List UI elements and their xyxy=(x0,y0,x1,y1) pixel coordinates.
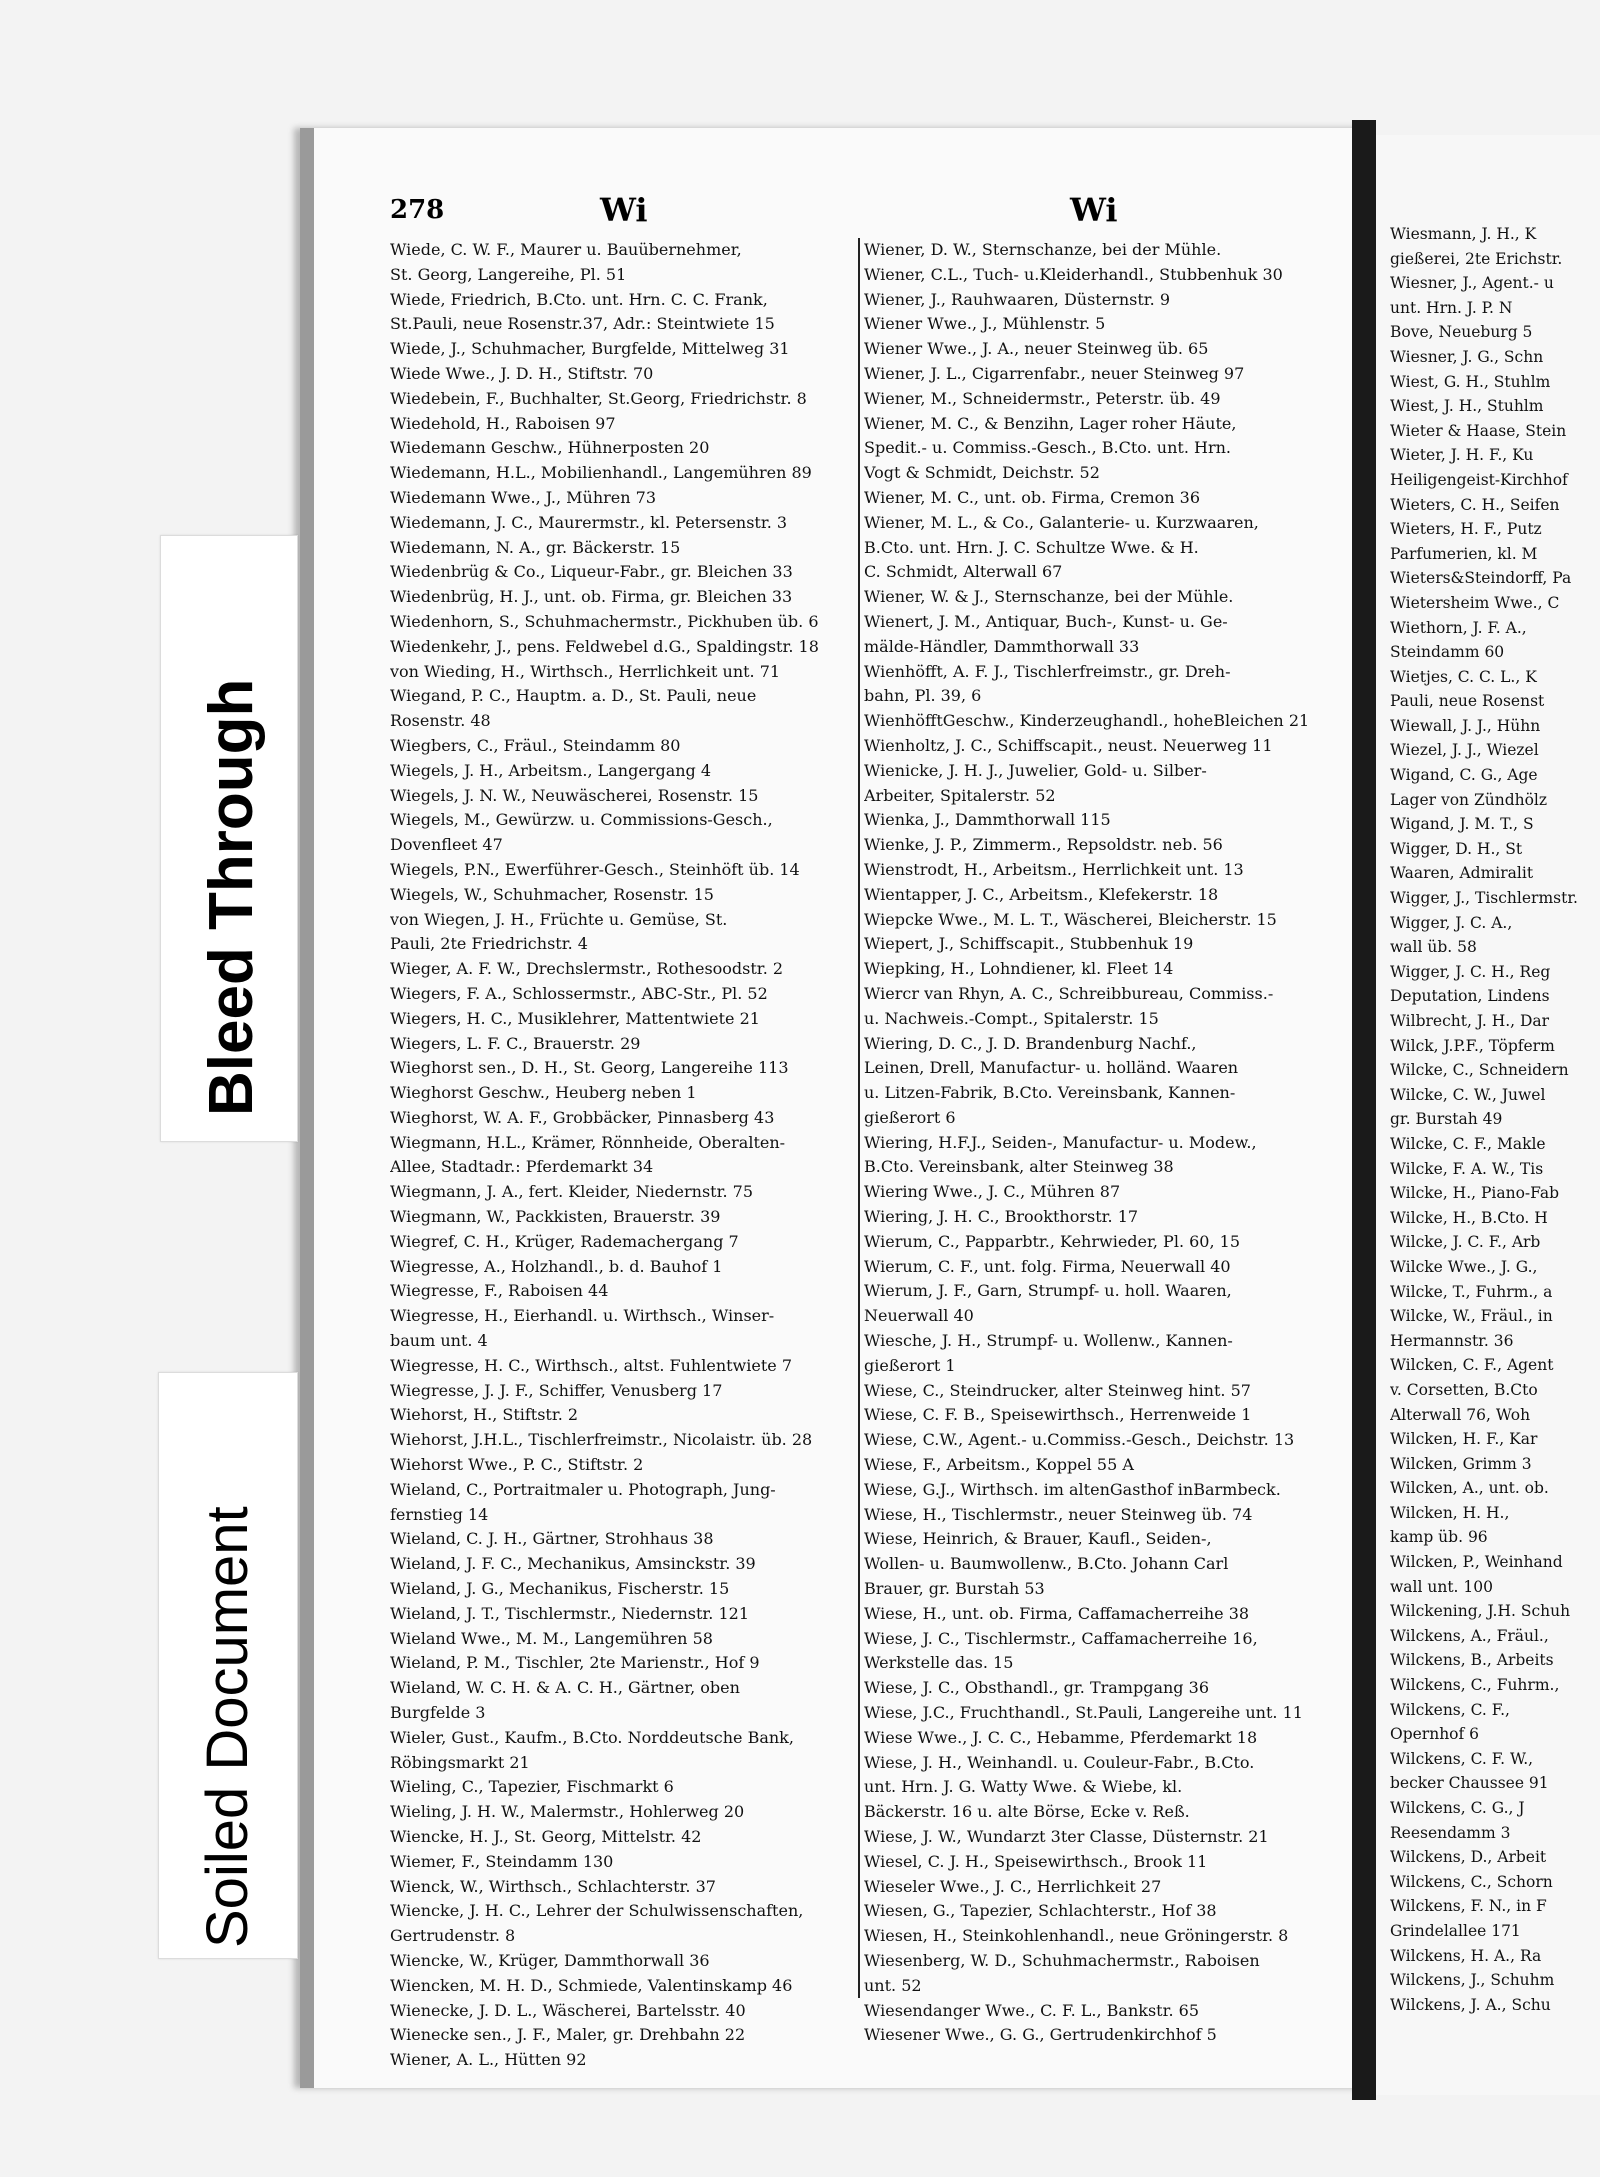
directory-entry: Wiencke, J. H. C., Lehrer der Schulwissenschaften, xyxy=(390,1901,804,1921)
directory-entry: Wieland, J. T., Tischlermstr., Niedernstr. 121 xyxy=(390,1603,749,1623)
directory-entry: Wiencke, H. J., St. Georg, Mittelstr. 42 xyxy=(390,1827,702,1846)
directory-entry: Wierum, C., Papparbtr., Kehrwieder, Pl. 60, 15 xyxy=(864,1231,1240,1251)
directory-entry: Wiesner, J., Agent.- u xyxy=(1390,274,1554,293)
directory-entry: Wiener, M., Schneidermstr., Peterstr. üb. 49 xyxy=(864,388,1221,408)
directory-entry: Wiese, C., Steindrucker, alter Steinweg hint. 57 xyxy=(864,1380,1251,1400)
directory-entry: Wiegels, M., Gewürzw. u. Commissions-Gesch., xyxy=(390,810,773,830)
directory-entry: Wiener, D. W., Sternschanze, bei der Mühle. xyxy=(864,240,1222,259)
directory-entry: Wiede Wwe., J. D. H., Stiftstr. 70 xyxy=(390,363,654,383)
directory-entry: Wiese, J. W., Wundarzt 3ter Classe, Düsternstr. 21 xyxy=(864,1827,1269,1846)
directory-entry: Wiese, J.C., Fruchthandl., St.Pauli, Langereihe unt. 11 xyxy=(864,1703,1303,1723)
directory-entry: Wilcke, T., Fuhrm., a xyxy=(1390,1282,1553,1301)
directory-entry: Wilckens, C., Fuhrm., xyxy=(1390,1676,1560,1695)
directory-entry: Bove, Neueburg 5 xyxy=(1390,323,1533,342)
directory-entry: gießerort 1 xyxy=(864,1355,956,1375)
directory-entry: Spedit.- u. Commiss.-Gesch., B.Cto. unt. Hrn. xyxy=(864,438,1231,458)
directory-entry: Wiepcke Wwe., M. L. T., Wäscherei, Bleicherstr. 15 xyxy=(864,909,1277,929)
directory-entry: Wiesenberg, W. D., Schuhmachermstr., Raboisen xyxy=(864,1950,1260,1970)
directory-entry: Wieters&Steindorff, Pa xyxy=(1390,569,1572,588)
directory-entry: wall üb. 58 xyxy=(1390,938,1477,957)
directory-entry: becker Chaussee 91 xyxy=(1390,1774,1549,1793)
directory-entry: Wilcken, H. H., xyxy=(1390,1503,1510,1522)
directory-entry: Wieters, C. H., Seifen xyxy=(1390,495,1560,514)
directory-entry: Steindamm 60 xyxy=(1390,643,1505,662)
bleed-through-label-text: Bleed Through xyxy=(197,678,266,1116)
directory-entry: Wieland, P. M., Tischler, 2te Marienstr., Hof 9 xyxy=(390,1653,760,1673)
directory-entry: Wierum, C. F., unt. folg. Firma, Neuerwall 40 xyxy=(864,1256,1231,1276)
directory-entry: Wienecke, J. D. L., Wäscherei, Bartelsstr. 40 xyxy=(390,2000,746,2020)
directory-entry: Wilcke, C. F., Makle xyxy=(1390,1134,1546,1153)
directory-entry: Wiener, M. L., & Co., Galanterie- u. Kurzwaaren, xyxy=(864,512,1259,532)
directory-entry: Wilbrecht, J. H., Dar xyxy=(1390,1012,1550,1030)
directory-entry: u. Nachweis.-Compt., Spitalerstr. 15 xyxy=(864,1008,1159,1028)
directory-entry: Wiese, H., Tischlermstr., neuer Steinweg üb. 74 xyxy=(864,1504,1253,1524)
directory-entry: Wiener, J., Rauhwaaren, Düsternstr. 9 xyxy=(864,289,1171,309)
directory-entry: Wilcke, C. W., Juwel xyxy=(1390,1085,1546,1104)
soiled-document-label xyxy=(158,1372,298,1959)
directory-entry: Wiegresse, F., Raboisen 44 xyxy=(390,1281,609,1301)
directory-entry: Wiehorst, H., Stiftstr. 2 xyxy=(390,1405,579,1425)
directory-entry: Wiering Wwe., J. C., Mühren 87 xyxy=(864,1182,1121,1202)
directory-entry: B.Cto. unt. Hrn. J. C. Schultze Wwe. & H. xyxy=(864,537,1199,557)
directory-entry: Wilcken, P., Weinhand xyxy=(1390,1553,1563,1572)
directory-entry: Wiest, G. H., Stuhlm xyxy=(1390,372,1551,391)
directory-entry: Wienicke, J. H. J., Juwelier, Gold- u. Silber- xyxy=(864,760,1207,780)
directory-entry: St. Georg, Langereihe, Pl. 51 xyxy=(390,264,627,284)
directory-entry: Wieling, C., Tapezier, Fischmarkt 6 xyxy=(390,1777,674,1797)
directory-entry: Allee, Stadtadr.: Pferdemarkt 34 xyxy=(390,1157,654,1177)
directory-entry: Wiesener Wwe., G. G., Gertrudenkirchhof 5 xyxy=(864,2025,1217,2045)
directory-entry: Parfumerien, kl. M xyxy=(1390,544,1538,563)
directory-entry: Wienhöfft, A. F. J., Tischlerfreimstr., gr. Dreh- xyxy=(864,661,1231,681)
directory-entry: Wieland, J. F. C., Mechanikus, Amsinckstr. 39 xyxy=(390,1554,756,1574)
directory-entry: Wilcke, F. A. W., Tis xyxy=(1390,1159,1544,1178)
directory-entry: Wienka, J., Dammthorwall 115 xyxy=(864,810,1111,830)
directory-entry: Wilckening, J.H. Schuh xyxy=(1390,1602,1571,1621)
directory-entry: Wieland, C. J. H., Gärtner, Strohhaus 38 xyxy=(390,1529,714,1549)
directory-entry: mälde-Händler, Dammthorwall 33 xyxy=(864,636,1140,656)
directory-entry: u. Litzen-Fabrik, B.Cto. Vereinsbank, Kannen- xyxy=(864,1083,1236,1103)
column-divider xyxy=(858,238,860,1998)
directory-entry: Wiese, C.W., Agent.- u.Commiss.-Gesch., Deichstr. 13 xyxy=(864,1430,1295,1450)
directory-entry: Wienstrodt, H., Arbeitsm., Herrlichkeit unt. 13 xyxy=(864,859,1244,879)
directory-entry: Wiest, J. H., Stuhlm xyxy=(1390,397,1544,416)
directory-entry: Wieland Wwe., M. M., Langemühren 58 xyxy=(390,1628,713,1648)
directory-entry: Brauer, gr. Burstah 53 xyxy=(864,1579,1045,1599)
directory-entry: Wiepking, H., Lohndiener, kl. Fleet 14 xyxy=(864,959,1174,979)
directory-entry: Wilcke, W., Fräul., in xyxy=(1390,1307,1553,1326)
directory-entry: Wienke, J. P., Zimmerm., Repsoldstr. neb. 56 xyxy=(864,835,1223,855)
directory-entry: Grindelallee 171 xyxy=(1390,1921,1521,1940)
directory-entry: Wilckens, J. A., Schu xyxy=(1390,1995,1551,2014)
directory-entry: Wilckens, J., Schuhm xyxy=(1390,1971,1555,1990)
directory-entry: unt. 52 xyxy=(864,1975,922,1995)
directory-entry: Wiegels, W., Schuhmacher, Rosenstr. 15 xyxy=(390,884,714,904)
directory-entry: Wiering, J. H. C., Brookthorstr. 17 xyxy=(864,1207,1139,1227)
directory-entry: Wienck, W., Wirthsch., Schlachterstr. 37 xyxy=(390,1876,716,1896)
directory-entry: Wiede, Friedrich, B.Cto. unt. Hrn. C. C. Frank, xyxy=(390,289,768,309)
directory-entry: Wiegbers, C., Fräul., Steindamm 80 xyxy=(390,735,681,755)
directory-entry: unt. Hrn. J. G. Watty Wwe. & Wiebe, kl. xyxy=(864,1777,1183,1797)
directory-entry: Deputation, Lindens xyxy=(1390,987,1550,1006)
directory-entry: gr. Burstah 49 xyxy=(1390,1110,1503,1129)
directory-entry: Wiencke, W., Krüger, Dammthorwall 36 xyxy=(390,1950,710,1970)
right-page-directory-column xyxy=(1390,222,1600,2017)
directory-entry: Waaren, Admiralit xyxy=(1390,864,1534,883)
directory-entry: Röbingsmarkt 21 xyxy=(390,1752,530,1772)
directory-entry: Wilcke, C., Schneidern xyxy=(1390,1061,1569,1080)
directory-entry: Wiegels, P.N., Ewerführer-Gesch., Steinhöft üb. 14 xyxy=(390,859,800,879)
directory-entry: Wilckens, C. F. W., xyxy=(1390,1749,1534,1768)
directory-entry: Heiligengeist-Kirchhof xyxy=(1390,470,1568,489)
directory-entry: Wiener Wwe., J. A., neuer Steinweg üb. 65 xyxy=(864,339,1209,359)
directory-entry: wall unt. 100 xyxy=(1390,1577,1493,1596)
directory-entry: Wiering, D. C., J. D. Brandenburg Nachf., xyxy=(864,1033,1197,1053)
directory-entry: v. Corsetten, B.Cto xyxy=(1390,1380,1538,1399)
directory-entry: Wieler, Gust., Kaufm., B.Cto. Norddeutsche Bank, xyxy=(390,1727,794,1747)
directory-entry: Wilck, J.P.F., Töpferm xyxy=(1390,1036,1555,1055)
directory-entry: Wiewall, J. J., Hühn xyxy=(1390,716,1541,735)
directory-entry: Wiesmann, J. H., K xyxy=(1390,225,1537,243)
directory-entry: Opernhof 6 xyxy=(1390,1725,1480,1744)
directory-entry: Wilckens, F. N., in F xyxy=(1390,1897,1547,1916)
directory-entry: Wiener, W. & J., Sternschanze, bei der Mühle. xyxy=(864,587,1234,607)
directory-entry: Wiezel, J. J., Wiezel xyxy=(1390,741,1539,760)
directory-entry: Wiedebein, F., Buchhalter, St.Georg, Friedrichstr. 8 xyxy=(390,388,807,408)
directory-entry: B.Cto. Vereinsbank, alter Steinweg 38 xyxy=(864,1157,1174,1177)
directory-entry: Bäckerstr. 16 u. alte Börse, Ecke v. Reß. xyxy=(864,1802,1190,1822)
bleed-through-label xyxy=(160,535,298,1142)
directory-entry: Wiegresse, H. C., Wirthsch., altst. Fuhlentwiete 7 xyxy=(390,1355,792,1375)
directory-entry: von Wiegen, J. H., Früchte u. Gemüse, St. xyxy=(390,909,728,929)
directory-entry: Wiehorst, J.H.L., Tischlerfreimstr., Nicolaistr. üb. 28 xyxy=(390,1430,813,1450)
directory-entry: Wiencken, M. H. D., Schmiede, Valentinskamp 46 xyxy=(390,1975,793,1995)
directory-entry: Wiegers, H. C., Musiklehrer, Mattentwiete 21 xyxy=(390,1008,760,1028)
directory-entry: Wiede, C. W. F., Maurer u. Bauübernehmer, xyxy=(390,240,742,259)
directory-entry: Wilcke, H., B.Cto. H xyxy=(1390,1208,1548,1227)
directory-entry: Wieghorst, W. A. F., Grobbäcker, Pinnasberg 43 xyxy=(390,1107,775,1127)
directory-entry: Wieseler Wwe., J. C., Herrlichkeit 27 xyxy=(864,1876,1162,1896)
page-number: 278 xyxy=(390,195,445,225)
directory-entry: Wilcken, H. F., Kar xyxy=(1390,1430,1538,1449)
directory-entry: Wiese, H., unt. ob. Firma, Caffamacherreihe 38 xyxy=(864,1603,1250,1623)
directory-entry: Wieland, C., Portraitmaler u. Photograph, Jung- xyxy=(390,1479,776,1499)
book-gutter xyxy=(1352,120,1376,2100)
directory-entry: Wilcke Wwe., J. G., xyxy=(1390,1257,1538,1276)
directory-entry: Vogt & Schmidt, Deichstr. 52 xyxy=(864,463,1100,483)
directory-entry: Wiehorst Wwe., P. C., Stiftstr. 2 xyxy=(390,1455,644,1475)
directory-entry: Wiedemann, H.L., Mobilienhandl., Langemühren 89 xyxy=(390,463,812,483)
directory-entry: Alterwall 76, Woh xyxy=(1390,1405,1531,1424)
directory-entry: Burgfelde 3 xyxy=(390,1703,486,1723)
directory-entry: Wiegresse, H., Eierhandl. u. Wirthsch., Winser- xyxy=(390,1306,775,1326)
directory-entry: Wilcke, H., Piano-Fab xyxy=(1390,1184,1560,1203)
directory-entry: gießerei, 2te Erichstr. xyxy=(1390,249,1563,268)
directory-entry: Wiegels, J. H., Arbeitsm., Langergang 4 xyxy=(390,760,712,780)
directory-entry: Wietjes, C. C. L., K xyxy=(1390,667,1537,686)
directory-entry: Wiegand, P. C., Hauptm. a. D., St. Pauli, neue xyxy=(390,686,757,706)
directory-entry: Wienecke sen., J. F., Maler, gr. Drehbahn 22 xyxy=(390,2025,746,2045)
directory-entry: Wieter & Haase, Stein xyxy=(1390,421,1567,440)
directory-entry: Wieland, J. G., Mechanikus, Fischerstr. 15 xyxy=(390,1579,730,1599)
directory-entry: Arbeiter, Spitalerstr. 52 xyxy=(864,785,1056,805)
directory-entry: kamp üb. 96 xyxy=(1390,1528,1488,1547)
directory-entry: WienhöfftGeschw., Kinderzeughandl., hoheBleichen 21 xyxy=(864,711,1310,731)
directory-entry: unt. Hrn. J. P. N xyxy=(1390,298,1513,317)
directory-entry: Wiesen, G., Tapezier, Schlachterstr., Hof 38 xyxy=(864,1901,1217,1921)
directory-entry: Wiegels, J. N. W., Neuwäscherei, Rosenstr. 15 xyxy=(390,785,759,805)
directory-entry: Wieland, W. C. H. & A. C. H., Gärtner, oben xyxy=(390,1678,740,1698)
directory-entry: Wiese, C. F. B., Speisewirthsch., Herrenweide 1 xyxy=(864,1405,1252,1425)
directory-entry: Wilcken, Grimm 3 xyxy=(1390,1454,1532,1473)
directory-entry: gießerort 6 xyxy=(864,1107,956,1127)
directory-entry: Wiegers, L. F. C., Brauerstr. 29 xyxy=(390,1033,641,1053)
directory-entry: Wiener, A. L., Hütten 92 xyxy=(390,2050,587,2070)
directory-entry: Wiener, J. L., Cigarrenfabr., neuer Steinweg 97 xyxy=(864,363,1245,383)
directory-entry: Wilckens, H. A., Ra xyxy=(1390,1946,1542,1965)
soiled-document-label-text: Soiled Document xyxy=(195,1506,260,1948)
directory-entry: Wiese, Heinrich, & Brauer, Kaufl., Seiden-, xyxy=(864,1529,1212,1549)
directory-entry: Wietersheim Wwe., C xyxy=(1390,593,1560,612)
directory-entry: Wiegmann, H.L., Krämer, Rönnheide, Oberalten- xyxy=(390,1132,786,1152)
directory-entry: Wiedenbrüg & Co., Liqueur-Fabr., gr. Bleichen 33 xyxy=(390,562,793,582)
directory-entry: Wiesner, J. G., Schn xyxy=(1390,347,1544,366)
directory-entry: Wiedemann, N. A., gr. Bäckerstr. 15 xyxy=(390,537,681,557)
directory-entry: Dovenfleet 47 xyxy=(390,835,503,855)
right-running-head: Wi xyxy=(1070,191,1118,229)
directory-entry: Wiener, M. C., & Benzihn, Lager roher Häute, xyxy=(864,413,1237,433)
directory-entry: Wilckens, B., Arbeits xyxy=(1390,1651,1554,1670)
directory-entry: Hermannstr. 36 xyxy=(1390,1331,1514,1350)
directory-entry: Wilckens, C. F., xyxy=(1390,1700,1510,1719)
directory-entry: Pauli, 2te Friedrichstr. 4 xyxy=(390,934,588,954)
directory-entry: Wilckens, D., Arbeit xyxy=(1390,1848,1547,1867)
directory-entry: Wiedemann Geschw., Hühnerposten 20 xyxy=(390,438,710,458)
directory-entry: Wiede, J., Schuhmacher, Burgfelde, Mittelweg 31 xyxy=(390,339,790,359)
directory-entry: Wollen- u. Baumwollenw., B.Cto. Johann Carl xyxy=(864,1554,1229,1574)
directory-entry: Wiegers, F. A., Schlossermstr., ABC-Str., Pl. 52 xyxy=(390,983,768,1003)
directory-entry: Wieters, H. F., Putz xyxy=(1390,520,1542,539)
directory-entry: Wiedenhorn, S., Schuhmachermstr., Pickhuben üb. 6 xyxy=(390,611,819,631)
directory-entry: Wiese, J. C., Tischlermstr., Caffamacherreihe 16, xyxy=(864,1628,1258,1648)
directory-entry: Lager von Zündhölz xyxy=(1390,790,1548,809)
directory-entry: Wiener, M. C., unt. ob. Firma, Cremon 36 xyxy=(864,487,1200,507)
directory-entry: Wiegresse, J. J. F., Schiffer, Venusberg 17 xyxy=(390,1380,723,1400)
directory-entry: fernstieg 14 xyxy=(390,1504,489,1524)
directory-entry: Wiesen, H., Steinkohlenhandl., neue Gröningerstr. 8 xyxy=(864,1926,1289,1946)
directory-entry: Wiepert, J., Schiffscapit., Stubbenhuk 19 xyxy=(864,934,1194,954)
page-header xyxy=(390,191,1320,235)
directory-entry: Wiesendanger Wwe., C. F. L., Bankstr. 65 xyxy=(864,2000,1199,2020)
directory-entry: Wieling, J. H. W., Malermstr., Hohlerweg 20 xyxy=(390,1802,745,1822)
directory-entry: Wiesche, J. H., Strumpf- u. Wollenw., Kannen- xyxy=(864,1331,1233,1351)
directory-entry: Wiethorn, J. F. A., xyxy=(1390,618,1527,637)
directory-entry: Wiese, J. H., Weinhandl. u. Couleur-Fabr., B.Cto. xyxy=(864,1752,1255,1772)
directory-entry: Wilckens, C., Schorn xyxy=(1390,1872,1553,1891)
directory-entry: Wiemer, F., Steindamm 130 xyxy=(390,1851,614,1871)
directory-entry: Wigger, J. C. H., Reg xyxy=(1390,962,1551,981)
directory-entry: Wilcke, J. C. F., Arb xyxy=(1390,1233,1541,1252)
directory-entry: Wigand, C. G., Age xyxy=(1390,766,1538,785)
directory-entry: Wienert, J. M., Antiquar, Buch-, Kunst- u. Ge- xyxy=(864,611,1228,631)
directory-entry: Wieghorst Geschw., Heuberg neben 1 xyxy=(390,1083,697,1103)
directory-entry: Rosenstr. 48 xyxy=(390,711,491,731)
directory-entry: Wienholtz, J. C., Schiffscapit., neust. Neuerweg 11 xyxy=(864,735,1273,755)
directory-entry: St.Pauli, neue Rosenstr.37, Adr.: Steintwiete 15 xyxy=(390,314,775,334)
directory-entry: Gertrudenstr. 8 xyxy=(390,1926,516,1946)
directory-entry: C. Schmidt, Alterwall 67 xyxy=(864,562,1063,582)
directory-entry: Wiegref, C. H., Krüger, Rademachergang 7 xyxy=(390,1231,739,1251)
directory-entry: Wiese, J. C., Obsthandl., gr. Trampgang 36 xyxy=(864,1678,1209,1698)
left-running-head: Wi xyxy=(600,191,648,229)
directory-entry: Wiesel, C. J. H., Speisewirthsch., Brook 11 xyxy=(864,1851,1208,1871)
directory-entry: Wilckens, C. G., J xyxy=(1390,1799,1525,1817)
directory-entry: Wilcken, A., unt. ob. xyxy=(1390,1479,1549,1498)
directory-entry: Wiedemann, J. C., Maurermstr., kl. Petersenstr. 3 xyxy=(390,512,788,532)
directory-entry: baum unt. 4 xyxy=(390,1331,488,1351)
middle-directory-column xyxy=(864,238,1324,2048)
directory-entry: Pauli, neue Rosenst xyxy=(1390,692,1545,711)
directory-entry: bahn, Pl. 39, 6 xyxy=(864,686,982,706)
directory-entry: Wiegmann, J. A., fert. Kleider, Niedernstr. 75 xyxy=(390,1182,754,1202)
directory-entry: Wilckens, A., Fräul., xyxy=(1390,1626,1549,1645)
directory-entry: Wiese, F., Arbeitsm., Koppel 55 A xyxy=(864,1455,1134,1475)
directory-entry: von Wieding, H., Wirthsch., Herrlichkeit unt. 71 xyxy=(390,661,781,681)
directory-entry: Wieghorst sen., D. H., St. Georg, Langereihe 113 xyxy=(390,1058,789,1078)
directory-entry: Wiering, H.F.J., Seiden-, Manufactur- u. Modew., xyxy=(864,1132,1257,1152)
directory-entry: Wiedehold, H., Raboisen 97 xyxy=(390,413,616,433)
directory-entry: Wiegresse, A., Holzhandl., b. d. Bauhof 1 xyxy=(390,1256,723,1276)
directory-entry: Wiegmann, W., Packkisten, Brauerstr. 39 xyxy=(390,1207,721,1227)
directory-entry: Wiedemann Wwe., J., Mühren 73 xyxy=(390,487,657,507)
directory-entry: Wiese Wwe., J. C. C., Hebamme, Pferdemarkt 18 xyxy=(864,1727,1258,1747)
directory-entry: Wiese, G.J., Wirthsch. im altenGasthof inBarmbeck. xyxy=(864,1479,1281,1499)
directory-entry: Wilcken, C. F., Agent xyxy=(1390,1356,1554,1375)
directory-entry: Wiener, C.L., Tuch- u.Kleiderhandl., Stubbenhuk 30 xyxy=(864,264,1283,284)
directory-entry: Reesendamm 3 xyxy=(1390,1823,1511,1842)
directory-entry: Wiedenbrüg, H. J., unt. ob. Firma, gr. Bleichen 33 xyxy=(390,587,793,607)
directory-entry: Wieter, J. H. F., Ku xyxy=(1390,446,1534,465)
directory-entry: Wiener Wwe., J., Mühlenstr. 5 xyxy=(864,314,1106,334)
directory-entry: Werkstelle das. 15 xyxy=(864,1653,1014,1673)
directory-entry: Wieger, A. F. W., Drechslermstr., Rothesoodstr. 2 xyxy=(390,959,784,979)
directory-entry: Wigger, J., Tischlermstr. xyxy=(1390,889,1578,908)
directory-entry: Neuerwall 40 xyxy=(864,1306,974,1326)
directory-entry: Leinen, Drell, Manufactur- u. holländ. Waaren xyxy=(864,1058,1239,1078)
left-directory-column xyxy=(390,238,856,2073)
directory-entry: Wiercr van Rhyn, A. C., Schreibbureau, Commiss.- xyxy=(864,983,1274,1003)
directory-entry: Wigger, J. C. A., xyxy=(1390,913,1513,932)
directory-entry: Wigand, J. M. T., S xyxy=(1390,815,1534,834)
directory-entry: Wierum, J. F., Garn, Strumpf- u. holl. Waaren, xyxy=(864,1281,1232,1301)
directory-entry: Wientapper, J. C., Arbeitsm., Klefekerstr. 18 xyxy=(864,884,1219,904)
directory-entry: Wiedenkehr, J., pens. Feldwebel d.G., Spaldingstr. 18 xyxy=(390,636,819,656)
directory-entry: Wigger, D. H., St xyxy=(1390,839,1523,858)
